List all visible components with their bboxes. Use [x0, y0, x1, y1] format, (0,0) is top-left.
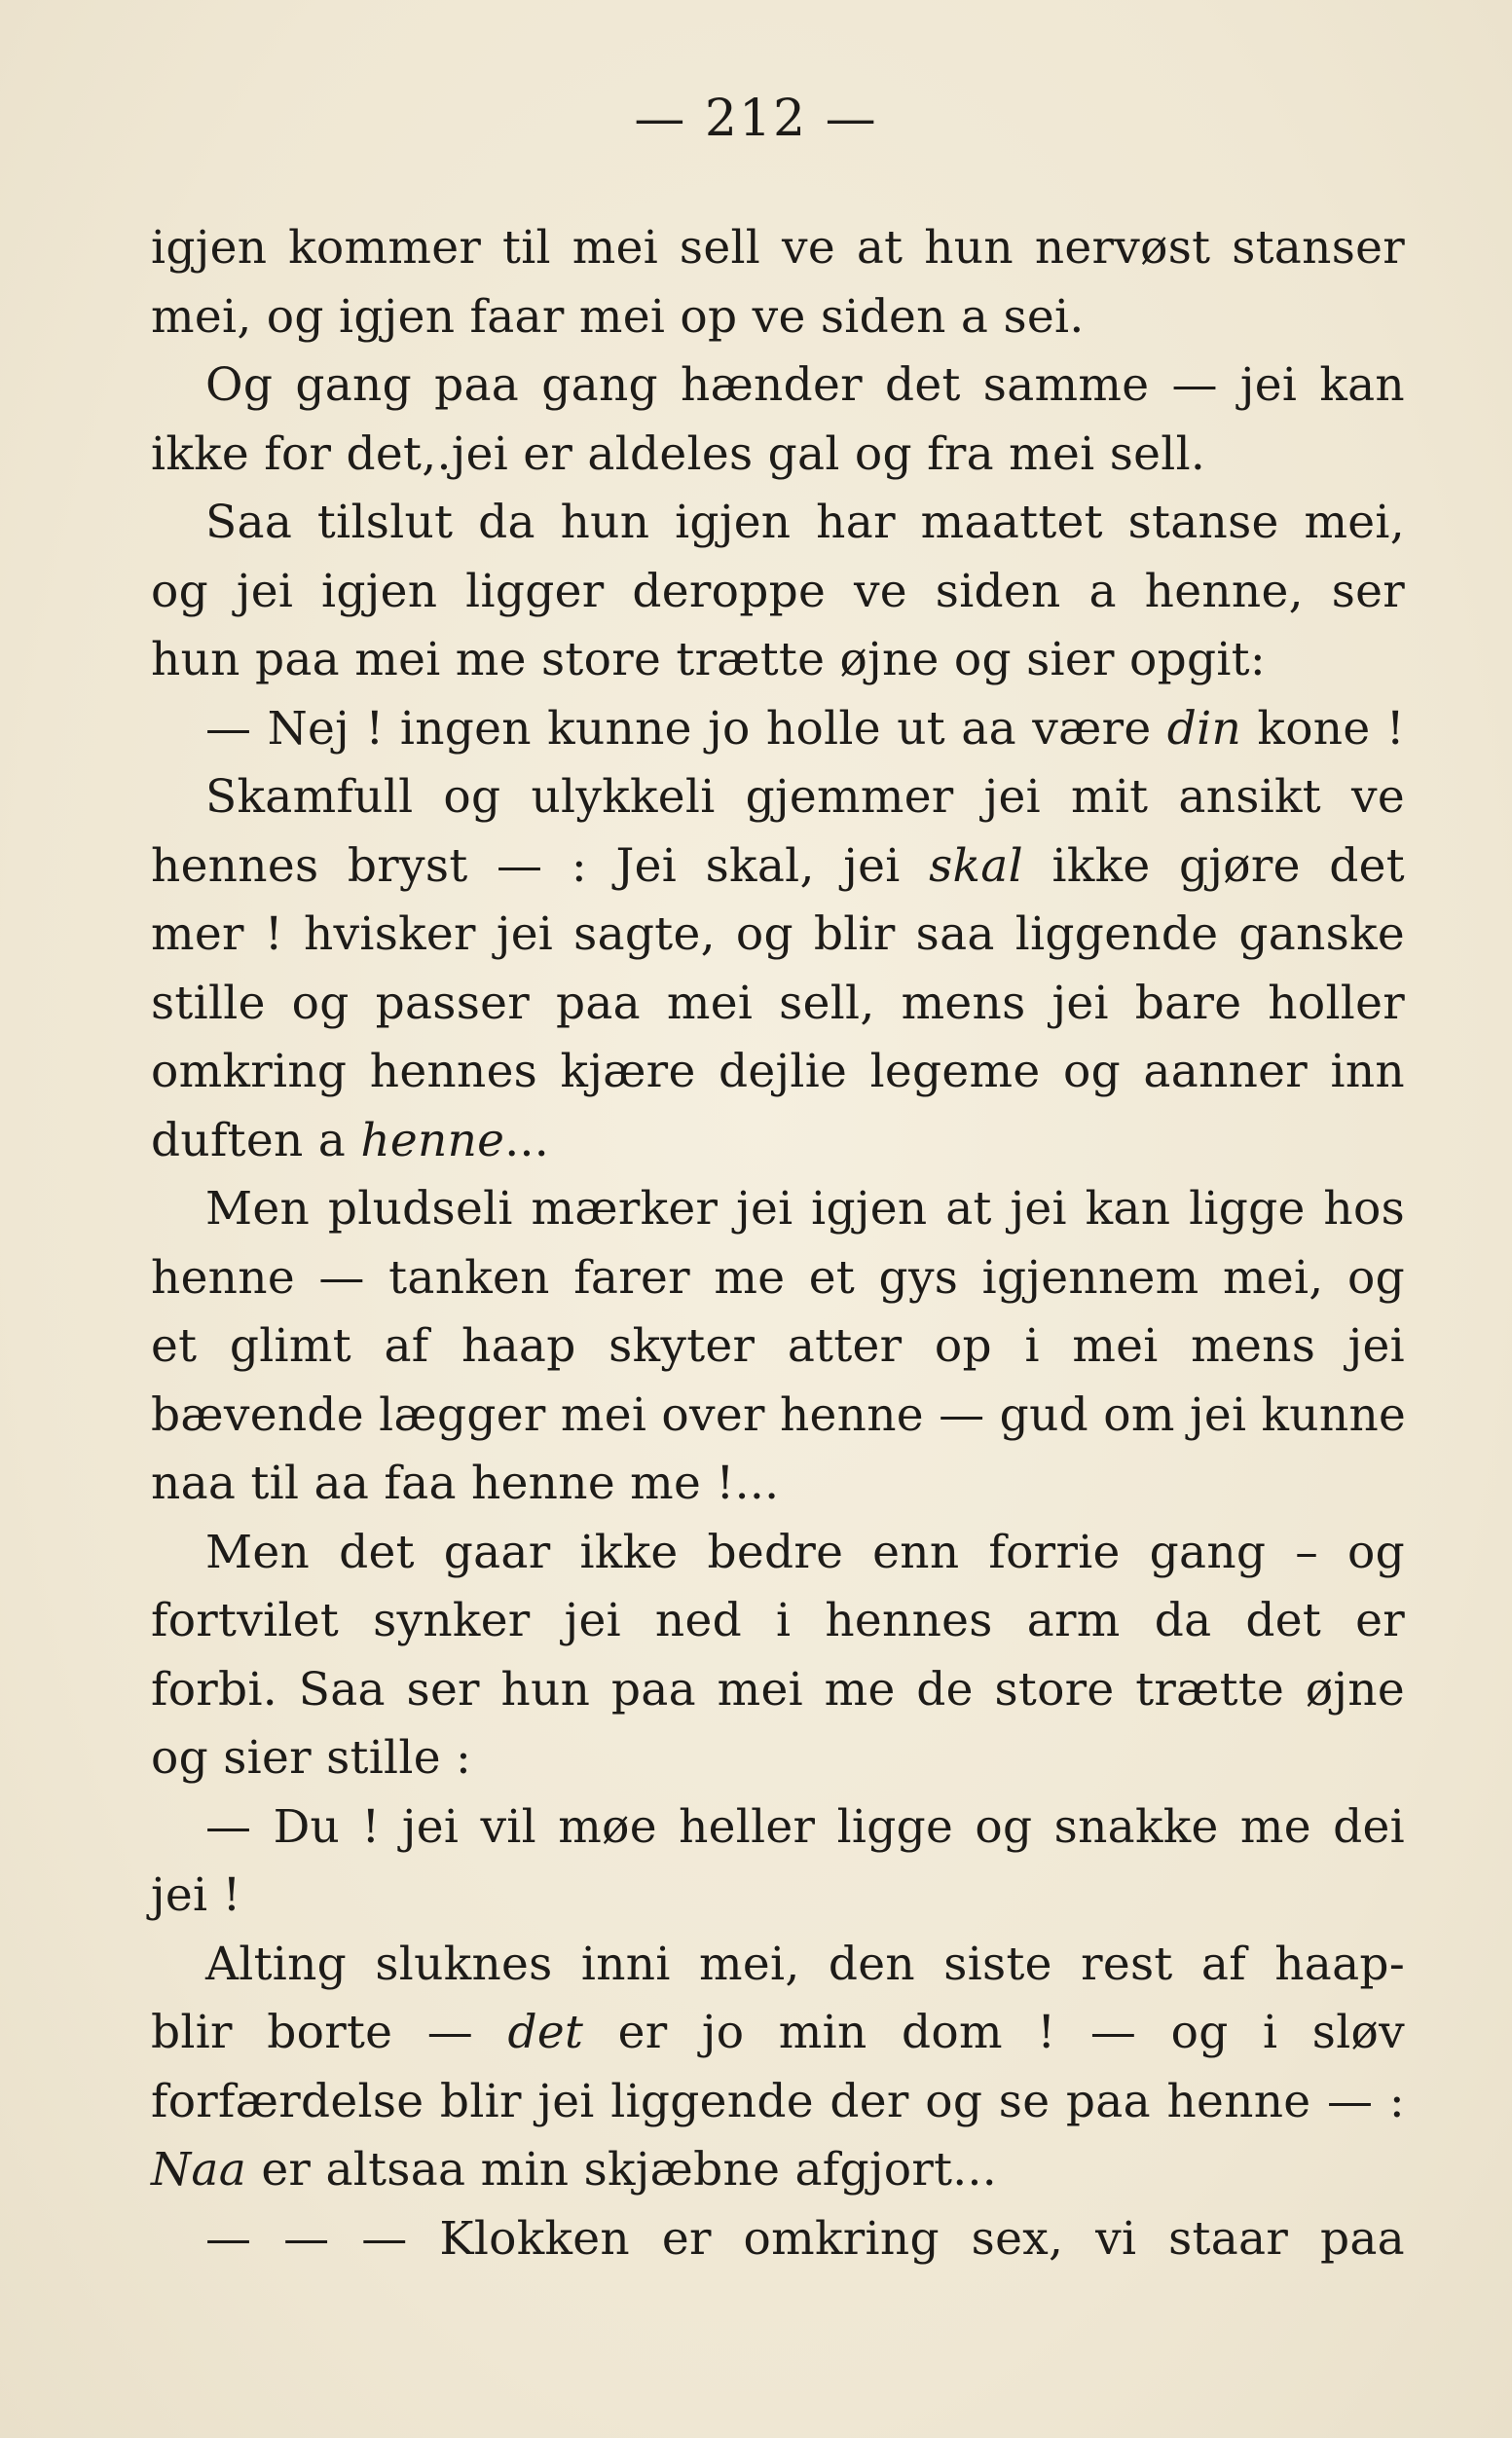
text-line: Men det gaar ikke bedre enn forrie gang – og [205, 1525, 1405, 1579]
text-line: Alting sluknes inni mei, den siste rest af haap- [205, 1937, 1405, 1991]
text-line: omkring hennes kjære dejlie legeme og aanner inn [151, 1045, 1405, 1098]
body-text [151, 214, 1405, 2273]
text-segment: ikke gjøre det [1022, 838, 1405, 893]
text-line [151, 1999, 1405, 2068]
text-line: bævende lægger mei over henne — gud om jei kunne [151, 1387, 1407, 1442]
text-line: et glimt af haap skyter atter op i mei mens jei [151, 1319, 1405, 1373]
text-line: igjen kommer til mei sell ve at hun nervøst stanser [151, 221, 1405, 275]
text-line: fortvilet synker jei ned i hennes arm da det er [151, 1594, 1405, 1647]
italic-word: det [507, 2006, 584, 2059]
text-line: Skamfull og ulykkeli gjemmer jei mit ansikt ve [205, 770, 1405, 824]
italic-word: henne [360, 1113, 505, 1167]
text-line: hun paa mei me store trætte øjne og sier opgit: [151, 633, 1266, 686]
text-line: og sier stille : [151, 1731, 472, 1785]
text-segment: kone ! [1241, 701, 1405, 756]
text-line: forbi. Saa ser hun paa mei me de store trætte øjne [151, 1662, 1405, 1717]
text-line: Men pludseli mærker jei igjen at jei kan ligge hos [205, 1182, 1405, 1236]
text-line: henne — tanken farer me et gys igjennem mei, og [151, 1250, 1405, 1305]
text-segment: blir borte — [151, 2006, 508, 2059]
text-line: jei ! [151, 1868, 241, 1922]
page-number: — 212 — [634, 90, 878, 148]
text-line [151, 695, 1405, 764]
text-line: mer ! hvisker jei sagte, og blir saa liggende ganske [151, 907, 1405, 961]
text-line: Saa tilslut da hun igjen har maattet stanse mei, [205, 496, 1405, 549]
text-line: stille og passer paa mei sell, mens jei bare holler [151, 976, 1405, 1030]
text-line: naa til aa faa henne me !... [151, 1457, 780, 1510]
text-line [151, 2136, 1405, 2205]
text-segment: hennes bryst — : Jei skal, jei [151, 838, 930, 893]
italic-word: din [1166, 701, 1242, 756]
text-line: Og gang paa gang hænder det samme — jei kan [205, 358, 1405, 412]
text-segment: ... [504, 1113, 550, 1167]
text-line: mei, og igjen faar mei op ve siden a sei. [151, 289, 1085, 344]
text-line: ikke for det,.jei er aldeles gal og fra mei sell. [151, 426, 1206, 481]
text-line: — — — Klokken er omkring sex, vi staar paa [205, 2211, 1405, 2266]
text-segment: — Nej ! ingen kunne jo holle ut aa være [205, 701, 1167, 756]
text-line: forfærdelse blir jei liggende der og se paa henne — : [151, 2074, 1405, 2128]
text-segment: er altsaa min skjæbne afgjort... [246, 2143, 997, 2197]
italic-word: Naa [151, 2143, 247, 2197]
text-line: og jei igjen ligger deroppe ve siden a henne, ser [151, 564, 1405, 618]
text-segment: er jo min dom ! — og i sløv [583, 2006, 1406, 2059]
italic-word: skal [929, 838, 1023, 893]
text-line [151, 1107, 1405, 1176]
text-line: — Du ! jei vil møe heller ligge og snakke me dei [205, 1799, 1405, 1854]
text-line [151, 832, 1405, 902]
text-segment: duften a [151, 1113, 361, 1167]
